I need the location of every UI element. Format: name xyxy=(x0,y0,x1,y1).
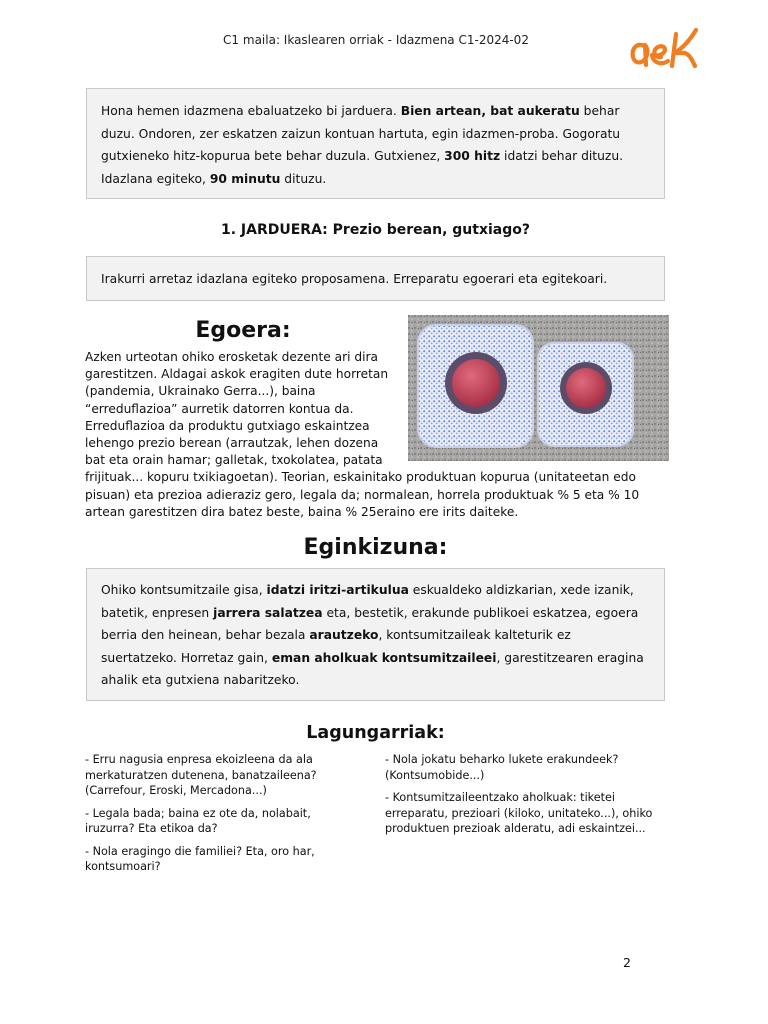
read-instruction-box xyxy=(86,256,665,301)
hint-item: - Erru nagusia enpresa ekoizleena da ala merkaturatzen dutenena, banatzaileena? (Carrefour, Eroski, Mercadona...) xyxy=(85,753,317,797)
dishwasher-tablets-photo xyxy=(408,315,669,461)
intro-text: Hona hemen idazmena ebaluatzeko bi jarduera. Bien artean, bat aukeratu behar duzu. Ondoren, zer eskatzen zaizun kontuan hartuta, egin idazmen-proba. Gogoratu gutxieneko hitz-kopurua bete behar duzula. Gutxienez, 300 hitz idatzi behar dituzu. Idazlana egiteko, 90 minutu dituzu. xyxy=(101,104,624,186)
egoera-text: Azken urteotan ohiko erosketak dezente ari dira garestitzen. Aldagai askok eragiten dute horretan (pandemia, Ukrainako Gerra...), baina “erreduflazioa” aurretik datorren kontua da. Erreduflazioa da produktu gutxiago eskaintzea lehengo prezio berean (arrautzak, lehen dozena bat eta orain hamar; galletak, txokolatea, patata frijituak... kopuru txikiagoetan). Teorian, eskainitako produktuan kopurua (unitateetan edo pisuan) eta prezioa adieraziz gero, legala da; normalean, horrela produktuak % 5 eta % 10 artean garestitzen dira batez beste, baina % 25eraino ere irits daiteke. xyxy=(85,350,640,519)
aek-logo xyxy=(628,24,706,74)
eginkizuna-heading: Eginkizuna: xyxy=(303,535,448,560)
read-instruction: Irakurri arretaz idazlana egiteko proposamena. Erreparatu egoerari eta egitekoari. xyxy=(101,272,608,286)
hint-item: - Legala bada; baina ez ote da, nolabait, iruzurra? Eta etikoa da? xyxy=(85,806,311,835)
lagungarriak-heading: Lagungarriak: xyxy=(306,723,445,743)
egoera-heading: Egoera: xyxy=(195,318,291,343)
page-number: 2 xyxy=(623,955,631,970)
hints-right-column xyxy=(385,752,655,844)
activity-title: 1. JARDUERA: Prezio berean, gutxiago? xyxy=(221,222,530,238)
task-text: Ohiko kontsumitzaile gisa, idatzi iritzi-artikulua eskualdeko aldizkarian, xede izanik, batetik, enpresen jarrera salatzea eta, bestetik, erakunde publikoei eskatzea, egoera berria den heinean, behar bezala arautzeko, kontsumitzaileak kalteturik ez suertatzeko. Horretaz gain, eman aholkuak kontsumitzaileei, garestitzearen eragina ahalik eta gutxiena nabaritzeko. xyxy=(101,583,644,687)
hint-item: - Nola eragingo die familiei? Eta, oro har, kontsumoari? xyxy=(85,844,315,873)
hint-item: - Kontsumitzaileentzako aholkuak: tiketei erreparatu, prezioari (kiloko, unitateko...), ohiko produktuen prezioak alderatu, adi eskaintzei... xyxy=(385,791,653,835)
hint-item: - Nola jokatu beharko lukete erakundeek? (Kontsumobide...) xyxy=(385,753,619,782)
hints-left-column xyxy=(85,752,355,882)
intro-box xyxy=(86,88,665,199)
page-header: C1 maila: Ikaslearen orriak - Idazmena C1-2024-02 xyxy=(223,33,529,47)
task-box xyxy=(86,568,665,701)
